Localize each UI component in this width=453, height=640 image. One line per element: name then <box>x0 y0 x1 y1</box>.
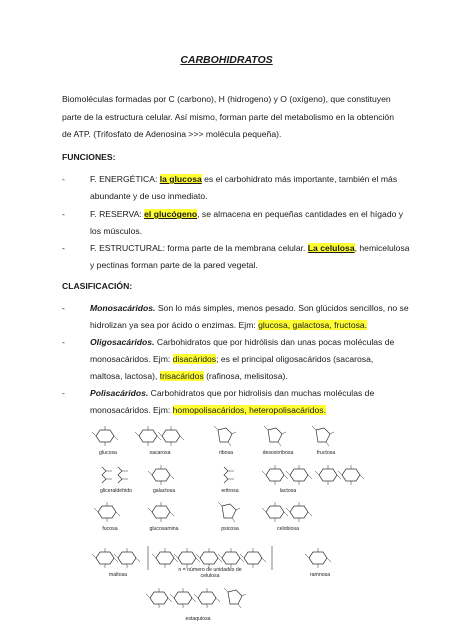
label-row4-note: n = número de unidades de <box>178 567 242 573</box>
list-dash: - <box>62 303 65 313</box>
funcion-line2: y pectinas forman parte de la pared vegetal. <box>90 260 258 270</box>
label-estaquiosa: estaquiosa <box>185 616 211 622</box>
clasificacion-highlight: homopolisacáridos, heteropolisacáridos. <box>172 405 326 415</box>
label-psicosa: psicosa <box>221 526 239 532</box>
clasificacion-highlight: trisacáridos <box>159 371 204 381</box>
intro-paragraph <box>62 91 392 144</box>
label-ribosa: ribosa <box>218 450 234 456</box>
clasificacion-line2-rest: ; es el principal oligosacáridos (sacarosa, <box>216 354 374 364</box>
clasificacion-heading: CLASIFICACIÓN: <box>62 281 133 291</box>
funcion-highlight: la glucosa <box>159 174 202 184</box>
label-fructosa: fructosa <box>316 450 336 456</box>
funcion-rest: es el carbohidrato más importante, también el más <box>201 174 398 184</box>
clasificacion-line2: monosacáridos. Ejm: <box>90 405 173 415</box>
list-dash: - <box>62 174 65 184</box>
funcion-prefix: F. ENERGÉTICA: <box>90 174 160 184</box>
clasificacion-rest: Son lo más simples, menos pesado. Son glúcidos sencillos, no se <box>155 303 409 313</box>
clasificacion-line3-rest: (rafinosa, melisitosa). <box>203 371 288 381</box>
label-galactosa: galactosa <box>152 488 176 494</box>
label-desoxirribosa: desoxirribosa <box>262 450 294 456</box>
funcion-prefix: F. RESERVA: <box>90 209 145 219</box>
label-glucosa: glucosa <box>99 450 117 456</box>
label-lactosa: lactosa <box>279 488 297 494</box>
clasificacion-highlight: glucosa, galactosa, fructosa. <box>258 320 368 330</box>
funcion-line2: los músculos. <box>90 226 143 236</box>
label-celobiosa: celobiosa <box>277 526 299 532</box>
label-sacarosa: sacarosa <box>149 450 171 456</box>
clasificacion-line2: monosacáridos. Ejm: <box>90 354 173 364</box>
funcion-line2: abundante y de uso inmediato. <box>90 191 208 201</box>
structures-svg <box>88 420 378 625</box>
funcion-prefix: F. ESTRUCTURAL: forma parte de la membrana celular. <box>90 243 308 253</box>
page-title: CARBOHIDRATOS <box>180 54 273 66</box>
label-celulosa: celulosa <box>200 573 220 579</box>
clasificacion-line3: maltosa, lactosa), <box>90 371 160 381</box>
clasificacion-term: Oligosacáridos. <box>90 337 155 347</box>
clasificacion-rest: Carbohidratos que por hidrólisis dan unas pocas moléculas de <box>154 337 395 347</box>
intro-line: de ATP. (Trifosfato de Adenosina >>> molécula pequeña). <box>62 129 282 139</box>
list-dash: - <box>62 209 65 219</box>
list-dash: - <box>62 388 65 398</box>
label-ramnosa: ramnosa <box>309 572 331 578</box>
clasificacion-highlight: disacáridos <box>172 354 217 364</box>
clasificacion-line2: hidrolizan ya sea por ácido o enzimas. Ejm: <box>90 320 259 330</box>
intro-line: Biomoléculas formadas por C (carbono), H (hidrogeno) y O (oxígeno), que constituyen <box>62 94 391 104</box>
clasificacion-rest: Carbohidratos que por hidrolisis dan muchas moléculas de <box>148 388 375 398</box>
label-glucosamina: glucosamina <box>149 526 179 532</box>
funcion-highlight: el glucógeno <box>144 209 198 219</box>
label-eritrosa: eritrosa <box>221 488 239 494</box>
label-fucosa: fucosa <box>102 526 118 532</box>
funcion-rest: , se almacena en pequeñas cantidades en el hígado y <box>197 209 404 219</box>
clasificacion-term: Polisacáridos. <box>90 388 149 398</box>
carbohydrate-structures-figure <box>88 420 378 625</box>
funciones-heading: FUNCIONES: <box>62 152 116 162</box>
list-dash: - <box>62 243 65 253</box>
funcion-rest: , hemicelulosa <box>354 243 410 253</box>
clasificacion-term: Monosacáridos. <box>90 303 156 313</box>
funcion-highlight: La celulosa <box>307 243 355 253</box>
label-maltosa: maltosa <box>108 572 128 578</box>
intro-line: parte de la estructura celular. Así mismo, forman parte del metabolismo en la obtención <box>62 111 394 122</box>
label-gliceraldehido: gliceraldehido <box>99 488 133 494</box>
list-dash: - <box>62 337 65 347</box>
